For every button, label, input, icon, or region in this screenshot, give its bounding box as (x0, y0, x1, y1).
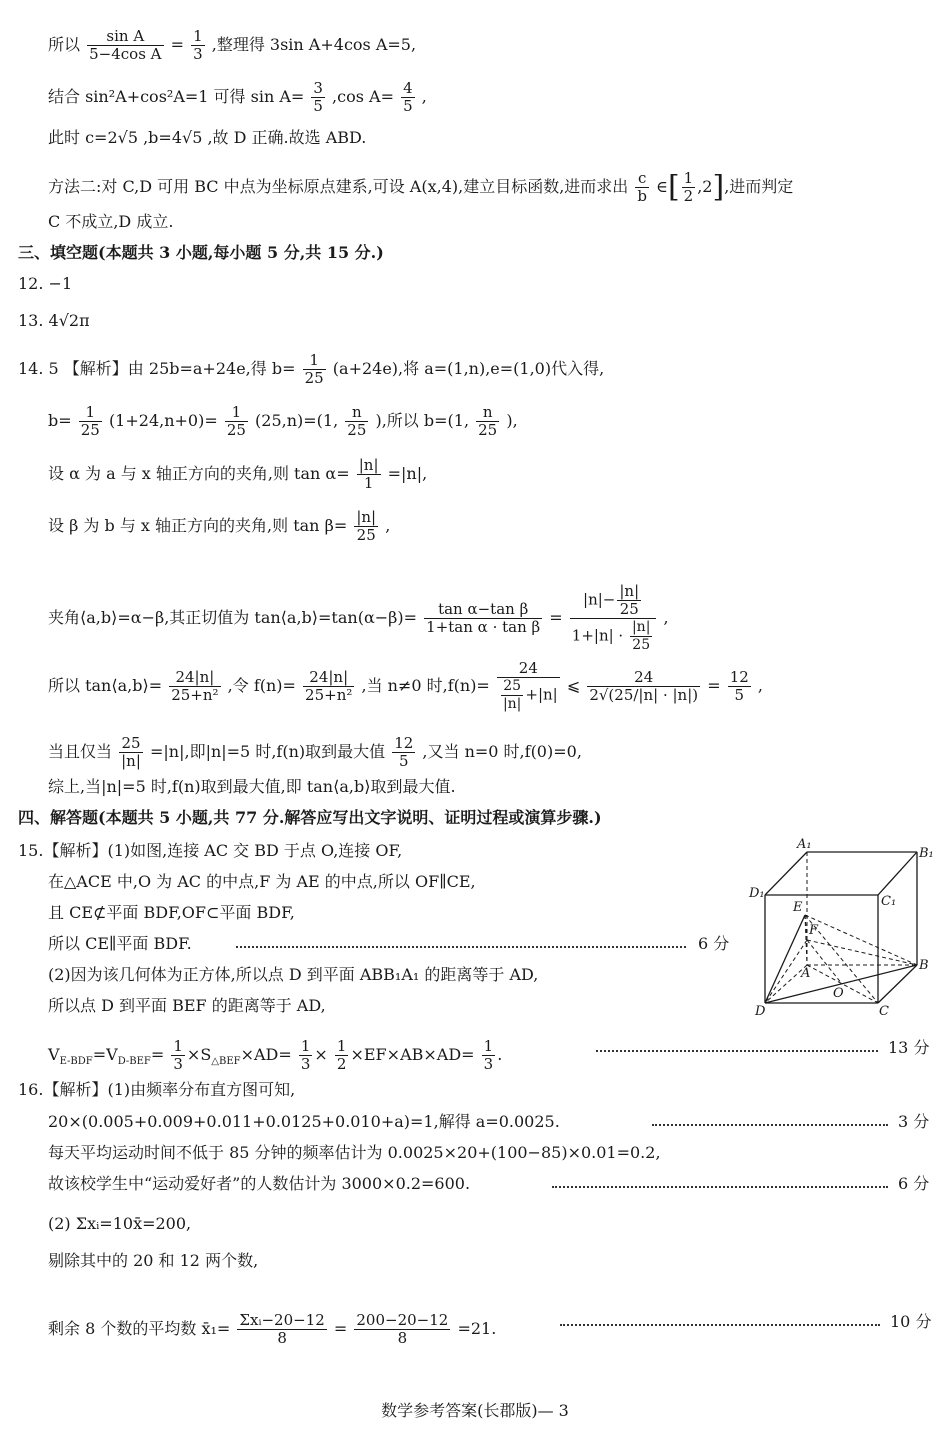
edge-line (878, 852, 917, 895)
label-d: D (755, 1004, 766, 1019)
line-equality: 当且仅当 $\frac{25}{|n|}$ =|n|,即|n|=5 时,f(n)取到最大值 $\frac{12}{5}$ ,又当 n=0 时,f(0)=0, (48, 734, 582, 770)
q16-line6: 剔除其中的 20 和 12 两个数, (48, 1251, 259, 1270)
q16-mean: 剩余 8 个数的平均数 x̄₁= $\frac{\text{Σxᵢ−20−12}}{8}$ = $\frac{200-20-12}{8}$ =21. (48, 1311, 497, 1347)
label-b: B (919, 958, 929, 973)
answer-14-intro: 14. 5 【解析】由 25b=a+24e,得 b= $\frac{1}{25}$ (a+24e),将 a=(1,n),e=(1,0)代入得, (18, 351, 605, 387)
section-solutions: 四、解答题(本题共 5 小题,共 77 分.解答应写出文字说明、证明过程或演算步骤.) (18, 808, 602, 827)
label-a1: A₁ (797, 837, 812, 852)
hidden-edge (807, 940, 917, 965)
edge-line (765, 915, 805, 1003)
edge-line (765, 852, 807, 895)
q15-line4: 所以 CE∥平面 BDF. (48, 934, 192, 953)
line-summary-14: 综上,当|n|=5 时,f(n)取到最大值,即 tan⟨a,b⟩取到最大值. (48, 777, 456, 796)
line-f-n: 所以 tan⟨a,b⟩= $\frac{24|n|}{\text{25+n²}}$ ,令 f(n)= $\frac{24|n|}{\text{25+n²}}$ ,当 n≠0 时,f(n)= 24 $\frac{25}{|n|}$ +|n| ⩽ $\frac{24}{2√(25/|n| \cdot |n|)}$ = $\frac{12}{5}$ , (48, 659, 763, 712)
line-tan-beta: 设 β 为 b 与 x 轴正方向的夹角,则 tan β= $\frac{|n|}{25}$ , (48, 508, 391, 544)
page-footer: 数学参考答案(长郡版)— 3 (381, 1401, 569, 1420)
score-6: 6 分 (698, 934, 730, 953)
line-sinA: 所以 $\frac{\text{sin A}}{\text{5−4cos A}}$ = $\frac{1}{3}$ ,整理得 3sin A+4cos A=5, (48, 27, 417, 63)
label-d1: D₁ (749, 886, 765, 901)
line-angle-tan: 夹角⟨a,b⟩=α−β,其正切值为 tan⟨a,b⟩=tan(α−β)= $\frac{\text{tan α−tan β}}{\text{1+tan α · tan β}}$ = |n|− $\frac{|n|}{25}$ 1+|n| · $\frac{|n|}{25}$ , (48, 582, 669, 653)
q15-line1: 15.【解析】(1)如图,连接 AC 交 BD 于点 O,连接 OF, (18, 841, 403, 860)
q15-line2: 在△ACE 中,O 为 AC 的中点,F 为 AE 的中点,所以 OF∥CE, (48, 872, 476, 891)
leader-dots (552, 1186, 888, 1188)
score-6b: 6 分 (898, 1174, 930, 1193)
label-e: E (793, 900, 803, 915)
answer-12: 12. −1 (18, 274, 73, 293)
line-vector-b: b= $\frac{1}{25}$ (1+24,n+0)= $\frac{1}{25}$ (25,n)=(1, $\frac{n}{25}$ ),所以 b=(1, $\frac{n}{25}$ ), (48, 403, 518, 439)
q16-line4: 故该校学生中“运动爱好者”的人数估计为 3000×0.2=600. (48, 1174, 471, 1193)
line-sin-cos: 结合 sin²A+cos²A=1 可得 sin A= $\frac{3}{5}$ ,cos A= $\frac{4}{5}$ , (48, 79, 427, 115)
line-method2: 方法二:对 C,D 可用 BC 中点为坐标原点建系,可设 A(x,4),建立目标函数,进而求出 $\frac{c}{b}$ ∈[ $\frac{1}{2}$ ,2],进而判定 (48, 169, 794, 205)
q16-line3: 每天平均运动时间不低于 85 分钟的频率估计为 0.0025×20+(100−85)×0.01=0.2, (48, 1143, 661, 1162)
score-10: 10 分 (890, 1312, 932, 1331)
leader-dots (236, 946, 686, 948)
leader-dots (596, 1050, 878, 1052)
q16-line5: (2) Σxᵢ=10x̄=200, (48, 1214, 192, 1233)
line-answer-abd: 此时 c=2√5 ,b=4√5 ,故 D 正确.故选 ABD. (48, 128, 367, 147)
label-c1: C₁ (881, 894, 897, 909)
score-13: 13 分 (888, 1038, 930, 1057)
answer-13: 13. 4√2π (18, 311, 90, 330)
label-c: C (879, 1004, 889, 1019)
q15-line5: (2)因为该几何体为正方体,所以点 D 到平面 ABB₁A₁ 的距离等于 AD, (48, 965, 539, 984)
q15-line3: 且 CE⊄平面 BDF,OF⊂平面 BDF, (48, 903, 295, 922)
line-conclusion-cd: C 不成立,D 成立. (48, 212, 174, 231)
leader-dots (560, 1324, 880, 1326)
q16-line2: 20×(0.005+0.009+0.011+0.0125+0.010+a)=1,解得 a=0.0025. (48, 1112, 560, 1131)
label-f: F (809, 923, 819, 938)
leader-dots (652, 1124, 888, 1126)
cube-figure (745, 835, 945, 1020)
hidden-edge (805, 915, 917, 965)
score-3: 3 分 (898, 1112, 930, 1131)
label-b1: B₁ (919, 846, 934, 861)
q15-line6: 所以点 D 到平面 BEF 的距离等于 AD, (48, 996, 326, 1015)
label-a: A (801, 966, 811, 981)
line-tan-alpha: 设 α 为 a 与 x 轴正方向的夹角,则 tan α= $\frac{|n|}{1}$ =|n|, (48, 456, 428, 492)
label-o: O (833, 986, 844, 1001)
q15-volume: $V_{E-BDF}=V_{D-BEF}=$ $\frac{1}{3}$ $\times S_{\triangle BEF}\times AD=$ $\frac{1}{3}$ × $\frac{1}{2}$ ×EF×AB×AD= $\frac{1}{3}$ . (48, 1037, 503, 1073)
section-fill-blank: 三、填空题(本题共 3 小题,每小题 5 分,共 15 分.) (18, 243, 384, 262)
edge-line (878, 965, 917, 1003)
q16-line1: 16.【解析】(1)由频率分布直方图可知, (18, 1080, 296, 1099)
